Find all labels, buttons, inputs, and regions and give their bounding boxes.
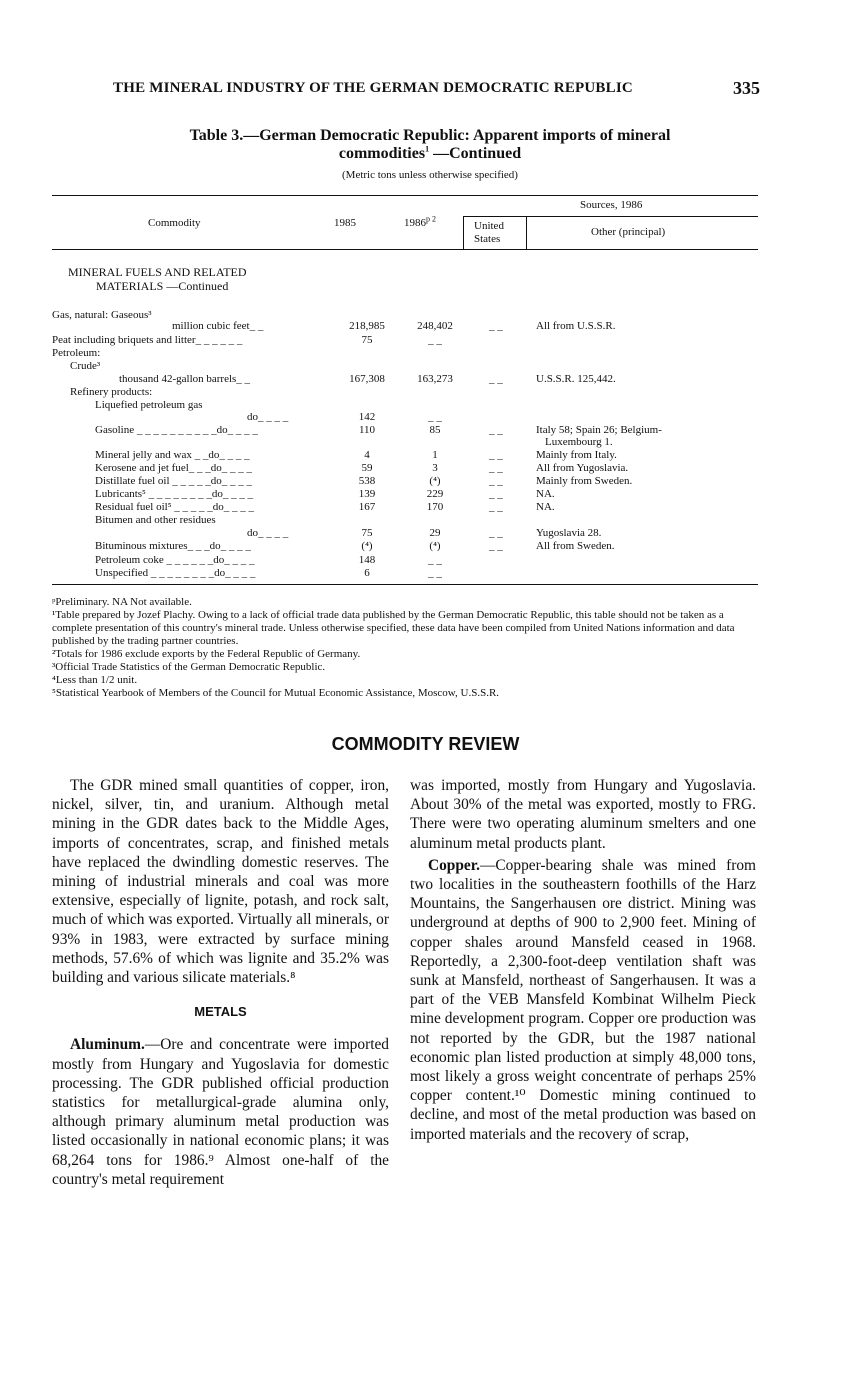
table-row: [52, 501, 762, 514]
footnote-preliminary: ᵖPreliminary. NA Not available.: [52, 596, 192, 608]
cell-1985: 538: [358, 475, 376, 487]
cell-us: _ _: [489, 527, 503, 539]
table-row: [52, 347, 762, 360]
cell-us: _ _: [489, 540, 503, 552]
header-other-principal: Other (principal): [591, 226, 666, 238]
copper-paragraph: [410, 856, 756, 1144]
aluminum-text: —Ore and concentrate were imported mostly from Hungary and Yugoslavia for domestic processing. The GDR published official production statistics for metallurgical-grade alumina only, although primary aluminum metal production was listed occasionally in national economic plans; it was 68,264 tons for 1986.⁹ Almost one-half of the country's metal requirement: [52, 1036, 389, 1188]
text-column-left: [52, 776, 389, 1189]
table-row: [52, 360, 762, 373]
cell-commodity: Gas, natural: Gaseous³: [52, 309, 152, 321]
table-row: [52, 554, 762, 567]
cell-commodity: Petroleum coke _ _ _ _ _ _do_ _ _ _: [95, 554, 255, 566]
footnote-3: ³Official Trade Statistics of the German Democratic Republic.: [52, 661, 326, 673]
cell-1986: _ _: [428, 567, 442, 579]
us-column-divider: [463, 217, 464, 249]
table-row: [52, 462, 762, 475]
footnote-4: ⁴Less than 1/2 unit.: [52, 674, 138, 686]
table-row: [52, 320, 762, 333]
header-1985: 1985: [334, 217, 356, 229]
cell-us: _ _: [489, 373, 503, 385]
section-label-line1: MINERAL FUELS AND RELATED: [68, 265, 247, 279]
cell-other: NA.: [536, 501, 555, 513]
table-title: [60, 127, 800, 163]
section-label: [68, 265, 247, 293]
aluminum-continued: was imported, mostly from Hungary and Yugoslavia. About 30% of the metal was exported, mostly to FRG. There were two operating aluminum smelters and one aluminum metal products plant.: [410, 777, 756, 852]
running-head: THE MINERAL INDUSTRY OF THE GERMAN DEMOCRATIC REPUBLIC: [113, 80, 633, 96]
cell-1986: 1: [432, 449, 438, 461]
aluminum-lead: Aluminum.: [70, 1036, 145, 1054]
header-united-states: United States: [474, 220, 504, 245]
cell-1985: 218,985: [349, 320, 385, 332]
footnote-1: ¹Table prepared by Jozef Plachy. Owing to a lack of official trade data published by the German Democratic Republic, this table should not be taken as a complete presentation of this country's mineral trade. Unless otherwise specified, these data have been compiled from United Nations information and data published by the trading partner countries.: [52, 609, 735, 647]
header-1986: [404, 214, 436, 229]
copper-lead: Copper.: [428, 856, 481, 874]
cell-other: All from Yugoslavia.: [536, 462, 629, 474]
cell-commodity: Unspecified _ _ _ _ _ _ _ _do_ _ _ _: [95, 567, 256, 579]
cell-commodity: Kerosene and jet fuel_ _ _do_ _ _ _: [95, 462, 253, 474]
cell-commodity: do_ _ _ _: [247, 527, 289, 539]
header-1986-year: 1986: [404, 217, 426, 229]
cell-us: _ _: [489, 424, 503, 436]
cell-1985: 6: [364, 567, 370, 579]
cell-other: All from Sweden.: [536, 540, 615, 552]
table-row: [52, 373, 762, 386]
cell-commodity: thousand 42-gallon barrels_ _: [119, 373, 251, 385]
cell-1986: _ _: [428, 411, 442, 423]
cell-other: U.S.S.R. 125,442.: [536, 373, 616, 385]
cell-1986: 248,402: [417, 320, 453, 332]
intro-paragraph: The GDR mined small quantities of copper, iron, nickel, silver, tin, and uranium. Although metal mining in the GDR dates back to the Middle Ages, imports of concentrates, scrap, and finished metals have replaced the dwindling domestic reserves. The mining of industrial minerals and coal was more extensive, especially of lignite, potash, and rock salt, much of which was exported. Virtually all minerals, or 93% in 1983, were extracted by surface mining methods, 57.6% of which was lignite and 35.2% was building and various silicate materials.⁸: [52, 777, 389, 987]
copper-text: —Copper-bearing shale was mined from two localities in the southeastern foothills of the Harz Mountains, the Sangerhausen ore district. Mining was underground at depths of 900 to 2,900 feet. Mining of copper shales around Mansfeld ceased in 1968. Reportedly, a 2,300-foot-deep ventilation shaft was sunk at Mansfeld, northeast of Sangerhausen. It was a part of the VEB Mansfeld Kombinat Wilhelm Pieck mine development program. Copper ore production was not reported by the GDR, but the 1987 national economic plan listed production at simply 48,000 tons, most likely a gross weight concentrate of perhaps 25% copper content.¹⁰ Domestic mining continued to decline, and most of the metal production was based on imported materials and the recovery of scrap,: [410, 856, 756, 1143]
cell-us: _ _: [489, 475, 503, 487]
title-line2-text: commodities: [338, 145, 426, 162]
cell-other: Yugoslavia 28.: [536, 527, 602, 539]
header-bottom-rule: [52, 249, 758, 250]
title-line2-continued: —Continued: [429, 145, 522, 162]
section-heading-commodity-review: COMMODITY REVIEW: [331, 734, 520, 754]
cell-commodity: Mineral jelly and wax _ _do_ _ _ _: [95, 449, 250, 461]
table-row: [52, 540, 762, 553]
table-title-line1: Table 3.—German Democratic Republic: Apparent imports of mineral: [189, 127, 671, 144]
cell-commodity: do_ _ _ _: [247, 411, 289, 423]
cell-1986: 85: [429, 424, 441, 436]
cell-1985: 110: [358, 424, 376, 436]
table-subtitle: (Metric tons unless otherwise specified): [342, 169, 518, 181]
table-row: [52, 386, 762, 399]
cell-1986: 3: [432, 462, 438, 474]
cell-1985: (⁴): [361, 540, 373, 552]
cell-commodity: million cubic feet_ _: [172, 320, 264, 332]
footnote-5: ⁵Statistical Yearbook of Members of the Council for Mutual Economic Assistance, Moscow, U.S.S.R.: [52, 687, 500, 699]
header-1986-footnote: p 2: [426, 214, 436, 224]
header-commodity: Commodity: [148, 217, 201, 229]
sources-rule: [463, 216, 758, 217]
table-row: [52, 527, 762, 540]
cell-1986: 170: [426, 501, 444, 513]
table-row: [52, 514, 762, 527]
cell-1985: 167,308: [349, 373, 385, 385]
subheading-metals: METALS: [194, 1004, 247, 1020]
cell-commodity: Petroleum:: [52, 347, 101, 359]
cell-commodity: Lubricants⁵ _ _ _ _ _ _ _ _do_ _ _ _: [95, 488, 254, 500]
table-top-rule: [52, 195, 758, 196]
table-row: [52, 436, 762, 449]
title-footnote-ref: 1: [425, 144, 430, 154]
section-label-line2: MATERIALS —Continued: [96, 279, 229, 293]
cell-1985: 142: [358, 411, 376, 423]
other-column-divider: [526, 217, 527, 249]
cell-other: All from U.S.S.R.: [536, 320, 616, 332]
cell-1985: 139: [358, 488, 376, 500]
cell-other: Mainly from Sweden.: [536, 475, 633, 487]
cell-1986: 229: [426, 488, 444, 500]
cell-1985: 167: [358, 501, 376, 513]
table-row: [52, 488, 762, 501]
table-row: [52, 449, 762, 462]
cell-1985: 75: [361, 334, 373, 346]
page-number: 335: [733, 78, 760, 98]
cell-1985: 59: [361, 462, 373, 474]
cell-commodity: Refinery products:: [70, 386, 153, 398]
cell-us: _ _: [489, 462, 503, 474]
cell-other: Luxembourg 1.: [545, 436, 613, 448]
cell-other: Italy 58; Spain 26; Belgium-: [536, 424, 662, 436]
table-row: [52, 475, 762, 488]
header-sources: Sources, 1986: [580, 199, 643, 211]
footnote-2: ²Totals for 1986 exclude exports by the Federal Republic of Germany.: [52, 648, 361, 660]
cell-1986: (⁴): [429, 475, 441, 487]
cell-commodity: Distillate fuel oil _ _ _ _ _do_ _ _ _: [95, 475, 253, 487]
table-row: [52, 411, 762, 424]
cell-commodity: Gasoline _ _ _ _ _ _ _ _ _ _do_ _ _ _: [95, 424, 258, 436]
cell-1986: (⁴): [429, 540, 441, 552]
cell-other: NA.: [536, 488, 555, 500]
cell-commodity: Residual fuel oil⁵ _ _ _ _ _do_ _ _ _: [95, 501, 255, 513]
cell-1986: 163,273: [417, 373, 453, 385]
cell-1985: 75: [361, 527, 373, 539]
table-bottom-rule: [52, 584, 758, 585]
cell-commodity: Peat including briquets and litter_ _ _ _ _ _: [52, 334, 243, 346]
cell-us: _ _: [489, 449, 503, 461]
cell-us: _ _: [489, 320, 503, 332]
cell-us: _ _: [489, 501, 503, 513]
cell-1985: 4: [364, 449, 370, 461]
text-column-right: [410, 776, 756, 1144]
cell-other: Mainly from Italy.: [536, 449, 617, 461]
cell-commodity: Bituminous mixtures_ _ _do_ _ _ _: [95, 540, 251, 552]
table-row: [52, 334, 762, 347]
cell-commodity: Bitumen and other residues: [95, 514, 216, 526]
table-title-line2: [60, 145, 800, 163]
cell-1985: 148: [358, 554, 376, 566]
cell-1986: _ _: [428, 334, 442, 346]
cell-1986: _ _: [428, 554, 442, 566]
cell-commodity: Liquefied petroleum gas: [95, 399, 203, 411]
table-row: [52, 567, 762, 580]
cell-commodity: Crude³: [70, 360, 101, 372]
aluminum-paragraph: [52, 1035, 389, 1189]
cell-1986: 29: [429, 527, 441, 539]
cell-us: _ _: [489, 488, 503, 500]
